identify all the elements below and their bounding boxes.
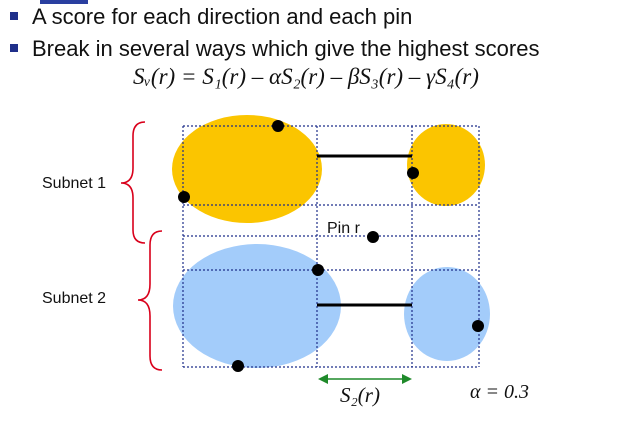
pin-r-dot [367,231,379,243]
pin-dot [407,167,419,179]
subnet-1-left-region [172,115,322,223]
distance-label: S₂(r) [340,383,380,407]
bullet-text-score: A score for each direction and each pin [32,4,413,29]
pin-dot [472,320,484,332]
alpha-value: α = 0.3 [470,381,529,403]
pin-dot [312,264,324,276]
subnet-1-right-region [407,124,485,206]
subnet-2-left-region [173,244,341,368]
subnet-1-label: Subnet 1 [42,175,107,192]
pin-dot [178,191,190,203]
bullet-text-break: Break in several ways which give the highest scores [32,36,540,61]
score-formula: Sᵥ(r) = S₁(r) – αS₂(r) – βS₃(r) – γS₄(r) [133,64,479,89]
subnet-1-brace [121,122,145,243]
pin-dot [232,360,244,372]
subnet-2-right-region [404,267,490,361]
subnet-2-label: Subnet 2 [42,290,107,307]
subnet-2-brace [138,231,162,370]
pin-r-label: Pin r [327,220,360,237]
pin-dot [272,120,284,132]
